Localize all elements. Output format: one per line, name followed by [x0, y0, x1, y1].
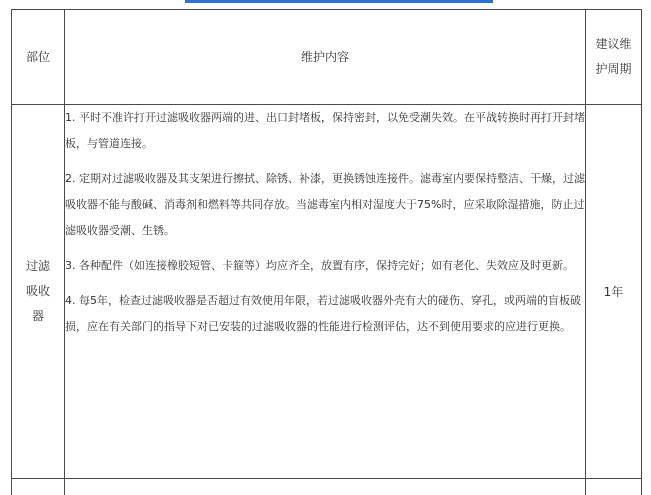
part-name: 过滤吸收器: [23, 254, 53, 329]
header-content: [65, 10, 586, 105]
top-accent-bar: [185, 0, 493, 3]
maintenance-item-2: 2. 定期对过滤吸收器及其支架进行擦拭、除锈、补漆，更换锈蚀连接件。滤毒室内要保持整洁、干燥，过滤吸收器不能与酸碱、消毒剂和燃料等共同存放。当滤毒室内相对湿度大于75%时，应采取除湿措施，防止过滤吸收器受潮、生锈。: [65, 166, 585, 244]
period-value: 1年: [604, 285, 624, 299]
partial-content-cell: [65, 479, 586, 495]
maintenance-item-4: 4. 每5年，检查过滤吸收器是否超过有效使用年限，若过滤吸收器外壳有大的碰伤、穿孔，或两端的盲板破损，应在有关部门的指导下对已安装的过滤吸收器的性能进行检测评估，达不到使用要求的应进行更换。: [65, 288, 585, 340]
partial-period-cell: [586, 479, 642, 495]
header-part: [12, 10, 65, 105]
maintenance-item-1: 1. 平时不准许打开过滤吸收器两端的进、出口封堵板，保持密封，以免受潮失效。在平战转换时再打开封堵板，与管道连接。: [65, 105, 585, 157]
partial-part-cell: [12, 479, 65, 495]
header-part-label: 部位: [22, 50, 54, 64]
header-period-label-line1: 建议维: [586, 32, 641, 57]
maintenance-table: [11, 9, 642, 495]
content-cell: [65, 105, 586, 479]
table-header-row: [12, 10, 642, 105]
part-cell: [12, 105, 65, 479]
header-content-label: 维护内容: [297, 50, 353, 64]
table-row: [12, 105, 642, 479]
header-period: [586, 10, 642, 105]
maintenance-item-3: 3. 各种配件（如连接橡胶短管、卡箍等）均应齐全，放置有序，保持完好；如有老化、失效应及时更新。: [65, 253, 585, 279]
header-period-label-line2: 护周期: [586, 57, 641, 82]
table-row-partial: [12, 479, 642, 495]
period-cell: [586, 105, 642, 479]
